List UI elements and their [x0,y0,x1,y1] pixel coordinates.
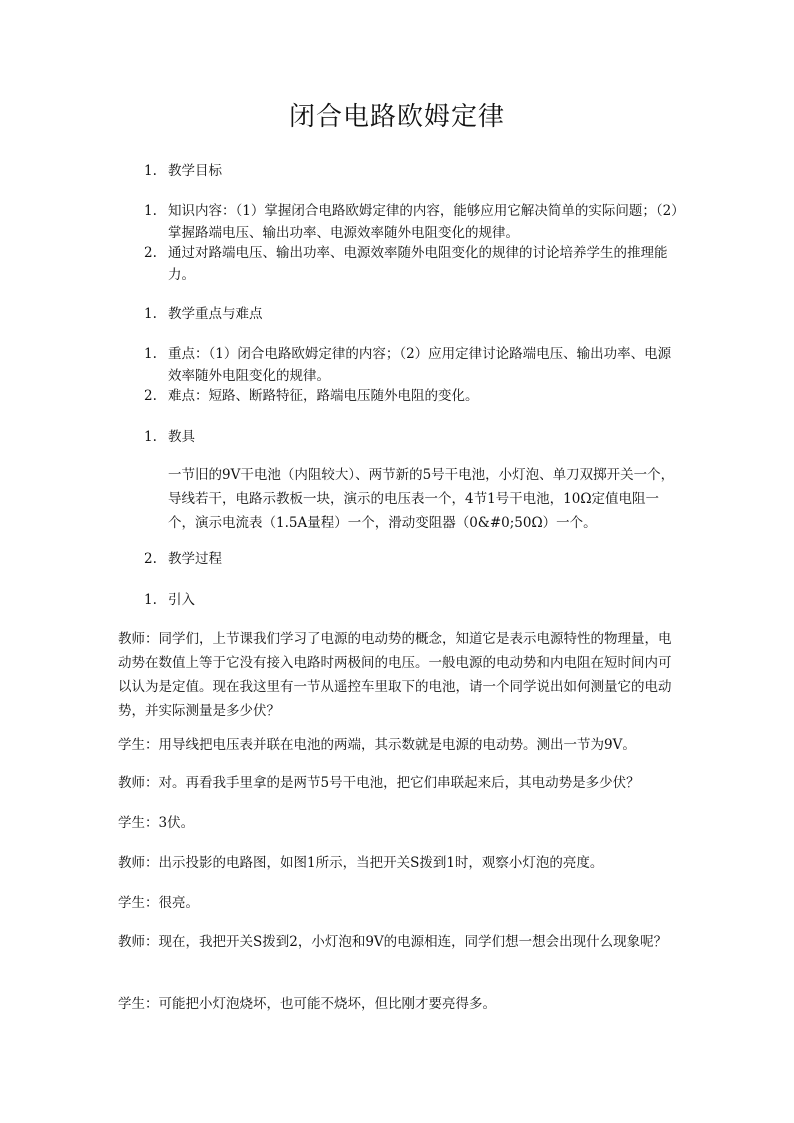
section-heading-intro [144,589,684,611]
list-number: 1. [144,592,157,608]
section-heading-tools [144,426,684,448]
dialogue-paragraph: 教师：同学们，上节课我们学习了电源的电动势的概念，知道它是表示电源特性的物理量，电动势在数值上等于它没有接入电路时两极间的电压。一般电源的电动势和内电阻在短时间内可以认为是定值。现在我这里有一节从遥控车里取下的电池，请一个同学说出如何测量它的电动势，并实际测量是多少伏？ [118,631,672,719]
dialogue-paragraph: 教师：现在，我把开关S拨到2，小灯泡和9V的电源相连，同学们想一想会出现什么现象呢？ [118,934,668,950]
list-number: 2. [144,551,157,567]
list-number: 1. [144,429,157,445]
list-number: 2. [144,245,157,261]
list-item-key-2 [144,385,684,407]
dialogue-paragraph: 学生：很亮。 [118,895,199,911]
section-heading-key-points [144,303,684,325]
list-item-key-1 [144,343,684,387]
dialogue-paragraph: 学生：可能把小灯泡烧坏，也可能不烧坏，但比刚才要亮得多。 [118,996,496,1012]
section-heading-label: 教学过程 [168,551,222,567]
section-heading-label: 教学目标 [168,163,222,179]
list-item-text: 重点：（1）闭合电路欧姆定律的内容；（2）应用定律讨论路端电压、输出功率、电源效率随外电阻变化的规律。 [168,346,672,384]
dialogue-paragraph: 学生：用导线把电压表并联在电池的两端，其示数就是电源的电动势。测出一节为9V。 [118,737,636,753]
list-item-goal-2 [144,242,684,286]
tools-paragraph: 一节旧的9V干电池（内阻较大）、两节新的5号干电池，小灯泡、单刀双掷开关一个，导线若干，电路示教板一块，演示的电压表一个，4节1号干电池，10Ω定值电阻一个，演示电流表（1.5A量程）一个，滑动变阻器（0&#0;50Ω）一个。 [168,467,675,531]
list-number: 1. [144,346,157,362]
list-item-text: 通过对路端电压、输出功率、电源效率随外电阻变化的规律的讨论培养学生的推理能力。 [168,245,668,283]
document-title: 闭合电路欧姆定律 [288,102,505,132]
list-number: 1. [144,163,157,179]
section-heading-process [144,548,684,570]
list-number: 2. [144,388,157,404]
list-item-text: 知识内容：（1）掌握闭合电路欧姆定律的内容，能够应用它解决简单的实际问题；（2）掌握路端电压、输出功率、电源效率随外电阻变化的规律。 [168,203,678,241]
list-number: 1. [144,203,157,219]
list-item-text: 难点：短路、断路特征，路端电压随外电阻的变化。 [168,388,479,404]
section-heading-goals [144,160,684,182]
section-heading-label: 教学重点与难点 [168,306,263,322]
section-heading-label: 引入 [168,592,195,608]
dialogue-paragraph: 教师：对。再看我手里拿的是两节5号干电池，把它们串联起来后，其电动势是多少伏？ [118,775,640,791]
list-number: 1. [144,306,157,322]
section-heading-label: 教具 [168,429,195,445]
dialogue-paragraph: 教师：出示投影的电路图，如图1所示，当把开关S拨到1时，观察小灯泡的亮度。 [118,855,604,871]
list-item-goal-1 [144,200,684,244]
dialogue-paragraph: 学生：3伏。 [118,815,195,831]
